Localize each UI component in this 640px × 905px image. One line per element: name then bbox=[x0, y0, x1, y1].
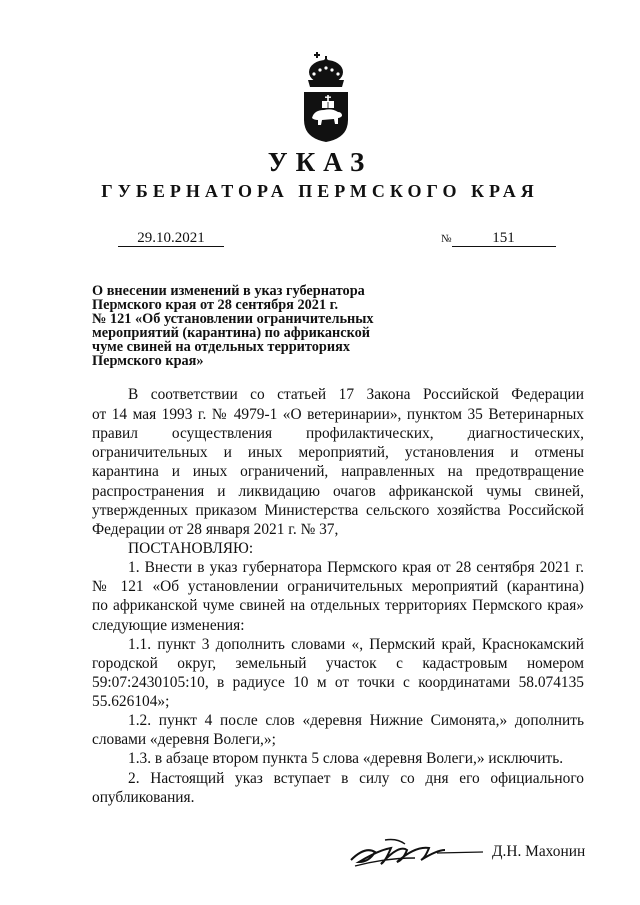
decree-number-field bbox=[441, 230, 556, 247]
number-sign: № bbox=[441, 233, 452, 245]
body-line: 59:07:2430105:10, в радиусе 10 м от точки с координатами 58.074135 bbox=[92, 674, 584, 691]
body-line: утвержденных приказом Министерства сельского хозяйства Российской bbox=[92, 502, 584, 519]
heading-line: Пермского края» bbox=[92, 353, 204, 369]
body-line: следующие изменения: bbox=[92, 617, 245, 634]
body-line: словами «деревня Волеги,»; bbox=[92, 731, 276, 748]
signatory-name: Д.Н. Махонин bbox=[492, 843, 586, 860]
body-line: 55.626104»; bbox=[92, 693, 170, 710]
body-line: № 121 «Об установлении ограничительных мероприятий (карантина) bbox=[92, 578, 584, 595]
body-line: 1.3. в абзаце втором пункта 5 слова «деревня Волеги,» исключить. bbox=[128, 750, 564, 767]
body-line: 1.2. пункт 4 после слов «деревня Нижние Симонята,» дополнить bbox=[128, 712, 584, 729]
body-line: 2. Настоящий указ вступает в силу со дня его официального bbox=[128, 770, 584, 787]
decree-number: 151 bbox=[452, 230, 556, 247]
body-line: распространения и ликвидацию очагов африканской чумы свиней, bbox=[92, 483, 584, 500]
body-line: 1. Внести в указ губернатора Пермского края от 28 сентября 2021 г. bbox=[128, 559, 584, 576]
body-line: В соответствии со статьей 17 Закона Российской Федерации bbox=[128, 386, 584, 403]
heading-line: чуме свиней на отдельных территориях bbox=[92, 339, 350, 355]
handwritten-signature-icon bbox=[345, 832, 485, 872]
heading-line: № 121 «Об установлении ограничительных bbox=[92, 311, 374, 327]
heading-line: мероприятий (карантина) по африканской bbox=[92, 325, 371, 341]
body-line: Федерации от 28 января 2021 г. № 37, bbox=[92, 521, 339, 538]
heading-line: О внесении изменений в указ губернатора bbox=[92, 283, 365, 299]
body-line: городской округ, земельный участок с кадастровым номером bbox=[92, 655, 584, 672]
decree-heading bbox=[92, 284, 422, 368]
coat-of-arms-icon bbox=[298, 52, 354, 142]
document-title: УКАЗ bbox=[267, 147, 373, 177]
heading-line: Пермского края от 28 сентября 2021 г. bbox=[92, 297, 339, 313]
body-line: карантина и иных ограничений, направленных на предотвращение bbox=[92, 463, 584, 480]
body-line: ограничительных и иных мероприятий, установления и отмены bbox=[92, 444, 584, 461]
body-line: правил осуществления профилактических, диагностических, bbox=[92, 425, 584, 442]
body-line: по африканской чуме свиней на отдельных территориях Пермского края» bbox=[92, 597, 584, 614]
body-line-decree-word: ПОСТАНОВЛЯЮ: bbox=[128, 540, 254, 557]
body-line: опубликования. bbox=[92, 789, 195, 806]
body-line: от 14 мая 1993 г. № 4979-1 «О ветеринарии», пунктом 35 Ветеринарных bbox=[92, 406, 584, 423]
document-subtitle: ГУБЕРНАТОРА ПЕРМСКОГО КРАЯ bbox=[101, 181, 539, 201]
body-line: 1.1. пункт 3 дополнить словами «, Пермский край, Краснокамский bbox=[128, 636, 584, 653]
decree-date: 29.10.2021 bbox=[118, 230, 224, 247]
